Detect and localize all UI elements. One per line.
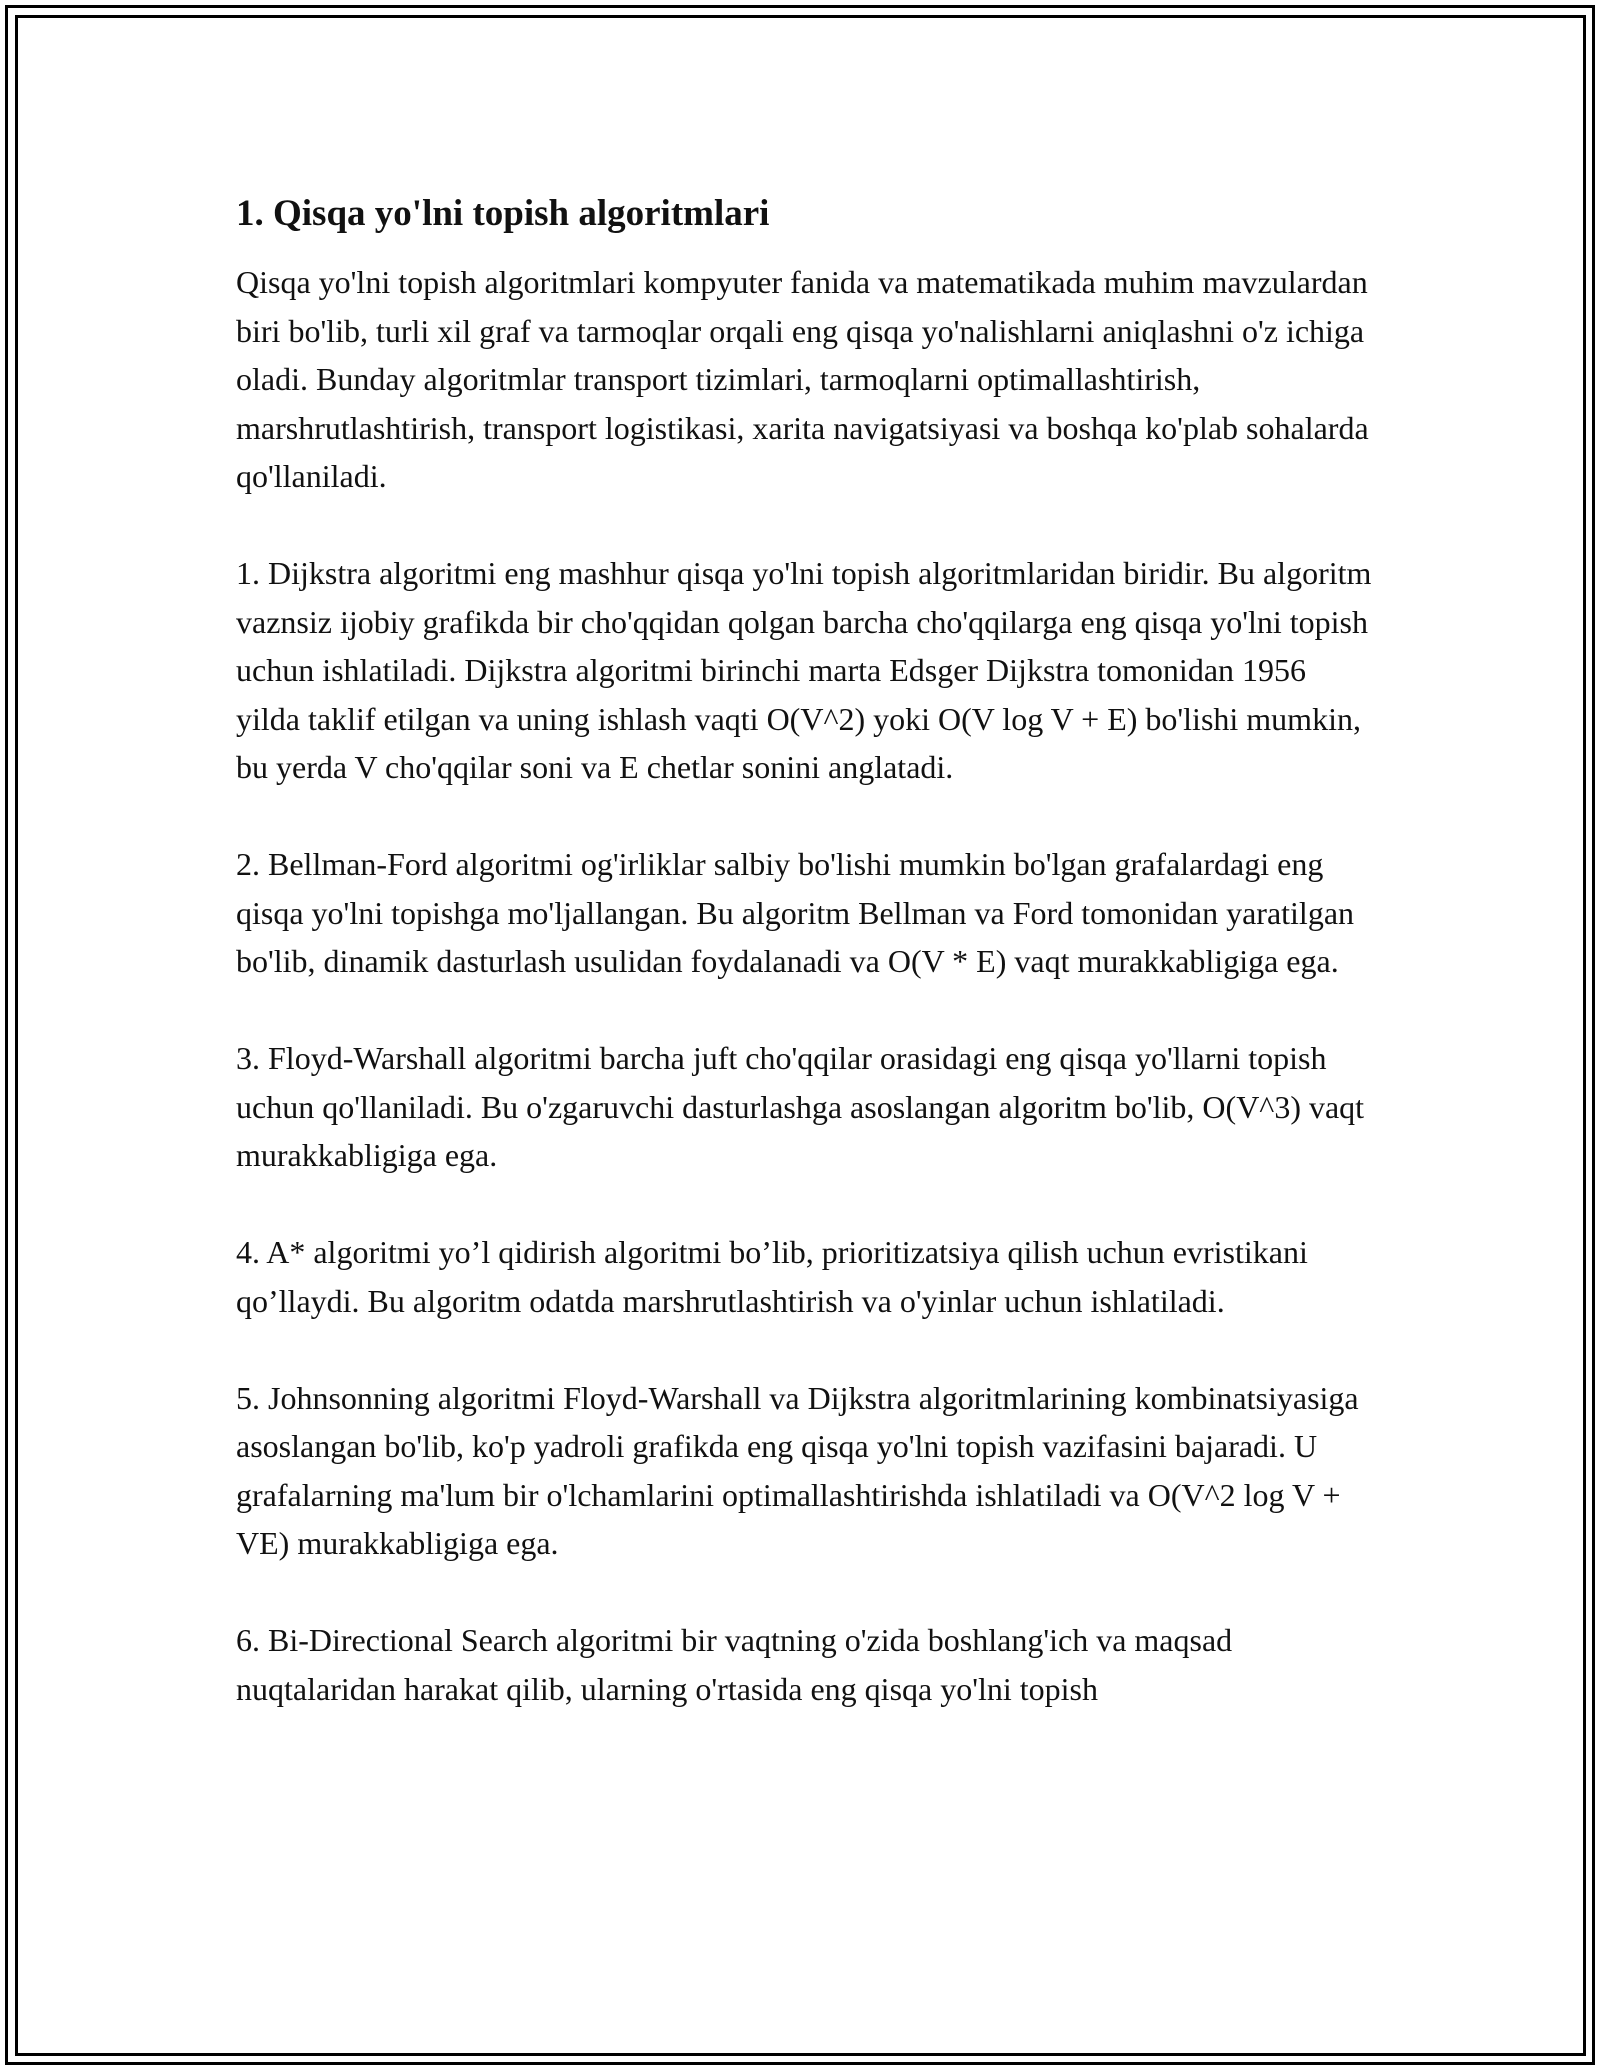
bellman-ford-paragraph: 2. Bellman-Ford algoritmi og'irliklar salbiy bo'lishi mumkin bo'lgan grafalardagi eng qisqa yo'lni topishga mo'ljallangan. Bu algoritm Bellman va Ford tomonidan yaratilgan bo'lib, dinamik dasturlash usulidan foydalanadi va O(V * E) vaqt murakkabligiga ega. — [236, 846, 1355, 979]
floyd-warshall-paragraph: 3. Floyd-Warshall algoritmi barcha juft cho'qqilar orasidagi eng qisqa yo'llarni topish uchun qo'llaniladi. Bu o'zgaruvchi dasturlashga asoslangan algoritm bo'lib, O(V^3) vaqt murakkabligiga ega. — [236, 1040, 1365, 1173]
document-body — [236, 188, 1376, 1762]
a-star-paragraph: 4. A* algoritmi yo’l qidirish algoritmi bo’lib, prioritizatsiya qilish uchun evristikani qo’llaydi. Bu algoritm odatda marshrutlashtirish va o'yinlar uchun ishlatiladi. — [236, 1234, 1308, 1319]
bidirectional-search-paragraph: 6. Bi-Directional Search algoritmi bir vaqtning o'zida boshlang'ich va maqsad nuqtalaridan harakat qilib, ularning o'rtasida eng qisqa yo'lni topish — [236, 1622, 1233, 1707]
johnson-paragraph: 5. Johnsonning algoritmi Floyd-Warshall va Dijkstra algoritmlarining kombinatsiyasiga asoslangan bo'lib, ko'p yadroli grafikda eng qisqa yo'lni topish vazifasini bajaradi. U grafalarning ma'lum bir o'lchamlarini optimallashtirishda ishlatiladi va O(V^2 log V + VE) murakkabligiga ega. — [236, 1379, 1359, 1561]
intro-paragraph: Qisqa yo'lni topish algoritmlari kompyuter fanida va matematikada muhim mavzulardan biri bo'lib, turli xil graf va tarmoqlar orqali eng qisqa yo'nalishlarni aniqlashni o'z ichiga oladi. Bunday algoritmlar transport tizimlari, tarmoqlarni optimallashtirish, marshrutlashtirish, transport logistikasi, xarita navigatsiyasi va boshqa ko'plab sohalarda qo'llaniladi. — [236, 264, 1369, 494]
dijkstra-paragraph: 1. Dijkstra algoritmi eng mashhur qisqa yo'lni topish algoritmlaridan biridir. Bu algoritm vaznsiz ijobiy grafikda bir cho'qqidan qolgan barcha cho'qqilarga eng qisqa yo'lni topish uchun ishlatiladi. Dijkstra algoritmi birinchi marta Edsger Dijkstra tomonidan 1956 yilda taklif etilgan va uning ishlash vaqti O(V^2) yoki O(V log V + E) bo'lishi mumkin, bu yerda V cho'qqilar soni va E chetlar sonini anglatadi. — [236, 555, 1372, 785]
page-title: 1. Qisqa yo'lni topish algoritmlari — [236, 193, 770, 234]
